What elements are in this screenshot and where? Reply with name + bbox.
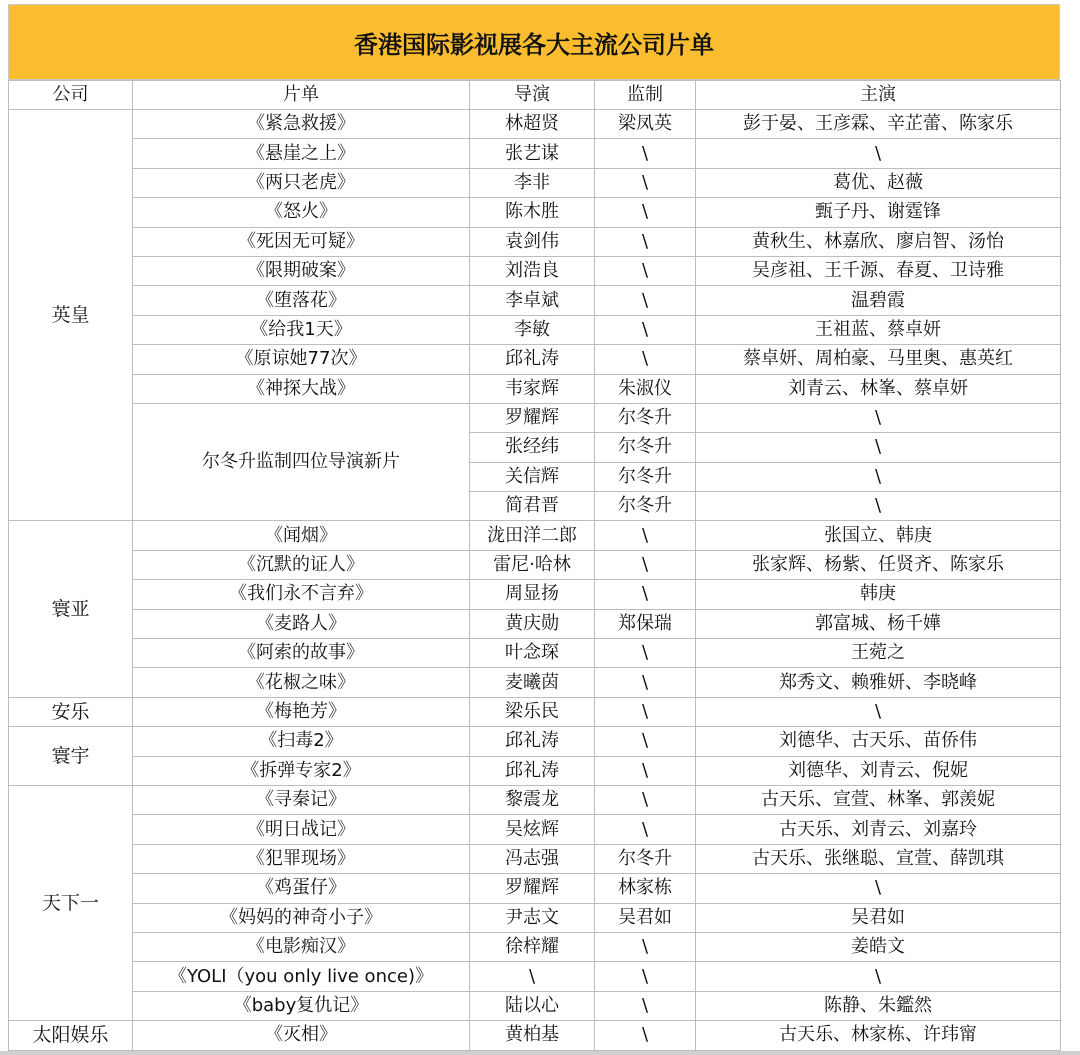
producer-cell: \ — [595, 139, 696, 168]
director-cell: 黄庆勋 — [470, 609, 595, 638]
film-cell: 《怒火》 — [133, 198, 470, 227]
director-cell: 雷尼·哈林 — [470, 550, 595, 579]
cast-cell: 温碧霞 — [696, 286, 1061, 315]
table-row — [9, 139, 1061, 168]
film-cell: 《两只老虎》 — [133, 168, 470, 197]
cast-cell: \ — [696, 697, 1061, 726]
table-row — [9, 991, 1061, 1020]
cast-cell: 吴彦祖、王千源、春夏、卫诗雅 — [696, 256, 1061, 285]
header-director: 导演 — [470, 81, 595, 110]
company-cell: 太阳娱乐 — [9, 1021, 133, 1050]
film-cell: 尔冬升监制四位导演新片 — [133, 403, 470, 521]
cast-cell: 张国立、韩庚 — [696, 521, 1061, 550]
film-cell: 《紧急救援》 — [133, 110, 470, 139]
producer-cell: \ — [595, 345, 696, 374]
table-row — [9, 580, 1061, 609]
cast-cell: 刘青云、林峯、蔡卓妍 — [696, 374, 1061, 403]
film-cell: 《阿索的故事》 — [133, 639, 470, 668]
director-cell: 陈木胜 — [470, 198, 595, 227]
cast-cell: 彭于晏、王彦霖、辛芷蕾、陈家乐 — [696, 110, 1061, 139]
producer-cell: \ — [595, 580, 696, 609]
director-cell: 邱礼涛 — [470, 756, 595, 785]
director-cell: 冯志强 — [470, 844, 595, 873]
director-cell: 邱礼涛 — [470, 345, 595, 374]
producer-cell: \ — [595, 1021, 696, 1050]
cast-cell: 陈静、朱鑑然 — [696, 991, 1061, 1020]
cast-cell: 郭富城、杨千嬅 — [696, 609, 1061, 638]
director-cell: 韦家辉 — [470, 374, 595, 403]
film-cell: 《原谅她77次》 — [133, 345, 470, 374]
producer-cell: \ — [595, 639, 696, 668]
table-row — [9, 227, 1061, 256]
producer-cell: \ — [595, 697, 696, 726]
table-row — [9, 198, 1061, 227]
cast-cell: \ — [696, 462, 1061, 491]
director-cell: 陆以心 — [470, 991, 595, 1020]
cast-cell: 吴君如 — [696, 903, 1061, 932]
film-table-body — [9, 81, 1061, 1051]
cast-cell: 刘德华、古天乐、苗侨伟 — [696, 727, 1061, 756]
director-cell: 简君晋 — [470, 492, 595, 521]
table-row — [9, 403, 1061, 432]
cast-cell: 王祖蓝、蔡卓妍 — [696, 315, 1061, 344]
film-cell: 《麦路人》 — [133, 609, 470, 638]
cast-cell: 蔡卓妍、周柏豪、马里奥、惠英红 — [696, 345, 1061, 374]
cast-cell: 甄子丹、谢霆锋 — [696, 198, 1061, 227]
table-row — [9, 110, 1061, 139]
table-row — [9, 168, 1061, 197]
film-cell: 《沉默的证人》 — [133, 550, 470, 579]
film-cell: 《堕落花》 — [133, 286, 470, 315]
table-row — [9, 815, 1061, 844]
header-producer: 监制 — [595, 81, 696, 110]
cast-cell: 黄秋生、林嘉欣、廖启智、汤怡 — [696, 227, 1061, 256]
director-cell: 梁乐民 — [470, 697, 595, 726]
director-cell: 罗耀辉 — [470, 874, 595, 903]
director-cell: 罗耀辉 — [470, 403, 595, 432]
cast-cell: 姜皓文 — [696, 932, 1061, 961]
table-row — [9, 903, 1061, 932]
table-row — [9, 374, 1061, 403]
cast-cell: \ — [696, 139, 1061, 168]
director-cell: 黎震龙 — [470, 785, 595, 814]
cast-cell: 古天乐、刘青云、刘嘉玲 — [696, 815, 1061, 844]
film-cell: 《花椒之味》 — [133, 668, 470, 697]
cast-cell: \ — [696, 433, 1061, 462]
table-row — [9, 1021, 1061, 1050]
table-row — [9, 962, 1061, 991]
cast-cell: 葛优、赵薇 — [696, 168, 1061, 197]
producer-cell: \ — [595, 756, 696, 785]
header-company: 公司 — [9, 81, 133, 110]
table-row — [9, 345, 1061, 374]
company-cell: 英皇 — [9, 110, 133, 521]
company-cell: 寰宇 — [9, 727, 133, 786]
producer-cell: 朱淑仪 — [595, 374, 696, 403]
producer-cell: \ — [595, 521, 696, 550]
director-cell: 关信辉 — [470, 462, 595, 491]
producer-cell: 尔冬升 — [595, 433, 696, 462]
table-row — [9, 521, 1061, 550]
producer-cell: \ — [595, 227, 696, 256]
cast-cell: 古天乐、张继聪、宣萱、薛凯琪 — [696, 844, 1061, 873]
director-cell: 袁剑伟 — [470, 227, 595, 256]
cast-cell: 张家辉、杨紫、任贤齐、陈家乐 — [696, 550, 1061, 579]
producer-cell: \ — [595, 815, 696, 844]
producer-cell: \ — [595, 286, 696, 315]
director-cell: 刘浩良 — [470, 256, 595, 285]
film-cell: 《鸡蛋仔》 — [133, 874, 470, 903]
film-cell: 《电影痴汉》 — [133, 932, 470, 961]
producer-cell: \ — [595, 785, 696, 814]
film-cell: 《死因无可疑》 — [133, 227, 470, 256]
table-row — [9, 697, 1061, 726]
film-cell: 《我们永不言弃》 — [133, 580, 470, 609]
company-cell: 安乐 — [9, 697, 133, 726]
film-cell: 《拆弹专家2》 — [133, 756, 470, 785]
film-cell: 《baby复仇记》 — [133, 991, 470, 1020]
film-cell: 《扫毒2》 — [133, 727, 470, 756]
sheet-title: 香港国际影视展各大主流公司片单 — [8, 4, 1060, 80]
film-cell: 《悬崖之上》 — [133, 139, 470, 168]
cast-cell: \ — [696, 492, 1061, 521]
producer-cell: 郑保瑞 — [595, 609, 696, 638]
director-cell: 尹志文 — [470, 903, 595, 932]
table-row — [9, 727, 1061, 756]
director-cell: 徐梓耀 — [470, 932, 595, 961]
cast-cell: 古天乐、宣萱、林峯、郭羡妮 — [696, 785, 1061, 814]
table-row — [9, 785, 1061, 814]
cast-cell: 韩庚 — [696, 580, 1061, 609]
director-cell: 张经纬 — [470, 433, 595, 462]
table-row — [9, 609, 1061, 638]
film-cell: 《犯罪现场》 — [133, 844, 470, 873]
producer-cell: \ — [595, 256, 696, 285]
cast-cell: 郑秀文、赖雅妍、李晓峰 — [696, 668, 1061, 697]
header-cast: 主演 — [696, 81, 1061, 110]
film-cell: 《明日战记》 — [133, 815, 470, 844]
table-row — [9, 550, 1061, 579]
company-cell: 寰亚 — [9, 521, 133, 697]
film-cell: 《灭相》 — [133, 1021, 470, 1050]
director-cell: 李非 — [470, 168, 595, 197]
producer-cell: 吴君如 — [595, 903, 696, 932]
producer-cell: \ — [595, 550, 696, 579]
table-row — [9, 286, 1061, 315]
director-cell: 李敏 — [470, 315, 595, 344]
cast-cell: \ — [696, 874, 1061, 903]
producer-cell: 尔冬升 — [595, 844, 696, 873]
film-cell: 《给我1天》 — [133, 315, 470, 344]
director-cell: 周显扬 — [470, 580, 595, 609]
director-cell: 叶念琛 — [470, 639, 595, 668]
cast-cell: 王菀之 — [696, 639, 1061, 668]
table-row — [9, 639, 1061, 668]
film-cell: 《妈妈的神奇小子》 — [133, 903, 470, 932]
producer-cell: 尔冬升 — [595, 492, 696, 521]
producer-cell: \ — [595, 727, 696, 756]
film-cell: 《神探大战》 — [133, 374, 470, 403]
director-cell: 张艺谋 — [470, 139, 595, 168]
director-cell: 黄柏基 — [470, 1021, 595, 1050]
director-cell: 麦曦茵 — [470, 668, 595, 697]
director-cell: \ — [470, 962, 595, 991]
producer-cell: \ — [595, 198, 696, 227]
film-cell: 《寻秦记》 — [133, 785, 470, 814]
cast-cell: \ — [696, 403, 1061, 432]
table-row — [9, 315, 1061, 344]
producer-cell: \ — [595, 991, 696, 1020]
director-cell: 邱礼涛 — [470, 727, 595, 756]
cast-cell: 古天乐、林家栋、许玮甯 — [696, 1021, 1061, 1050]
film-cell: 《梅艳芳》 — [133, 697, 470, 726]
producer-cell: \ — [595, 668, 696, 697]
producer-cell: \ — [595, 962, 696, 991]
producer-cell: 林家栋 — [595, 874, 696, 903]
company-cell: 天下一 — [9, 785, 133, 1020]
cast-cell: \ — [696, 962, 1061, 991]
director-cell: 泷田洋二郎 — [470, 521, 595, 550]
film-cell: 《YOLI（you only live once)》 — [133, 962, 470, 991]
header-row — [9, 81, 1061, 110]
cast-cell: 刘德华、刘青云、倪妮 — [696, 756, 1061, 785]
director-cell: 李卓斌 — [470, 286, 595, 315]
table-row — [9, 756, 1061, 785]
bottom-edge — [0, 1051, 1080, 1055]
film-list-sheet — [8, 4, 1060, 1051]
producer-cell: 梁凤英 — [595, 110, 696, 139]
film-cell: 《限期破案》 — [133, 256, 470, 285]
producer-cell: \ — [595, 168, 696, 197]
header-film: 片单 — [133, 81, 470, 110]
producer-cell: \ — [595, 315, 696, 344]
table-row — [9, 874, 1061, 903]
table-row — [9, 932, 1061, 961]
table-row — [9, 844, 1061, 873]
director-cell: 林超贤 — [470, 110, 595, 139]
director-cell: 吴炫辉 — [470, 815, 595, 844]
producer-cell: 尔冬升 — [595, 403, 696, 432]
film-table — [8, 80, 1061, 1051]
table-row — [9, 256, 1061, 285]
producer-cell: 尔冬升 — [595, 462, 696, 491]
film-cell: 《闻烟》 — [133, 521, 470, 550]
producer-cell: \ — [595, 932, 696, 961]
table-row — [9, 668, 1061, 697]
